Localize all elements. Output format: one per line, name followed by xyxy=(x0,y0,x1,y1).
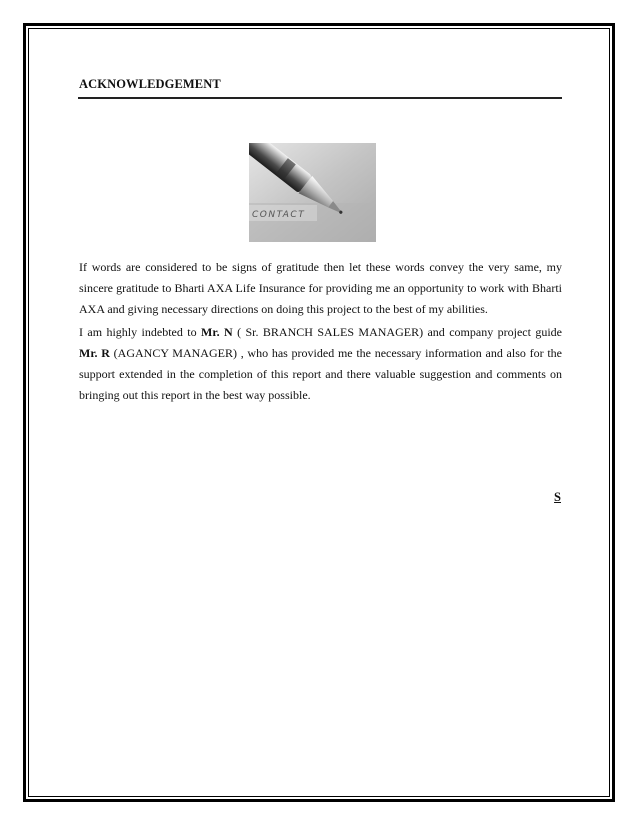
manager-name: Mr. N xyxy=(201,325,233,339)
page-title: ACKNOWLEDGEMENT xyxy=(79,77,221,91)
acknowledgement-paragraph-2 xyxy=(79,322,562,406)
heading-underline xyxy=(78,97,562,99)
photo-caption: CONTACT xyxy=(252,210,306,220)
signature: S xyxy=(554,490,561,504)
guide-name: Mr. R xyxy=(79,346,110,360)
paragraph-text: ( Sr. BRANCH SALES MANAGER) and company project guide xyxy=(232,325,563,339)
paragraph-text: (AGANCY MANAGER) , who has provided me the necessary information and also for the support extended in the completion of this report and there valuable suggestion and comments on bringing out this report in the best way possible. xyxy=(79,346,562,402)
paragraph-text: I am highly indebted to xyxy=(79,325,202,339)
acknowledgement-paragraph-1: If words are considered to be signs of gratitude then let these words convey the very same, my sincere gratitude to Bharti AXA Life Insurance for providing me an opportunity to work with Bharti AXA and giving necessary directions on doing this project to the best of my abilities. xyxy=(79,260,562,316)
pen-photo xyxy=(249,143,376,242)
